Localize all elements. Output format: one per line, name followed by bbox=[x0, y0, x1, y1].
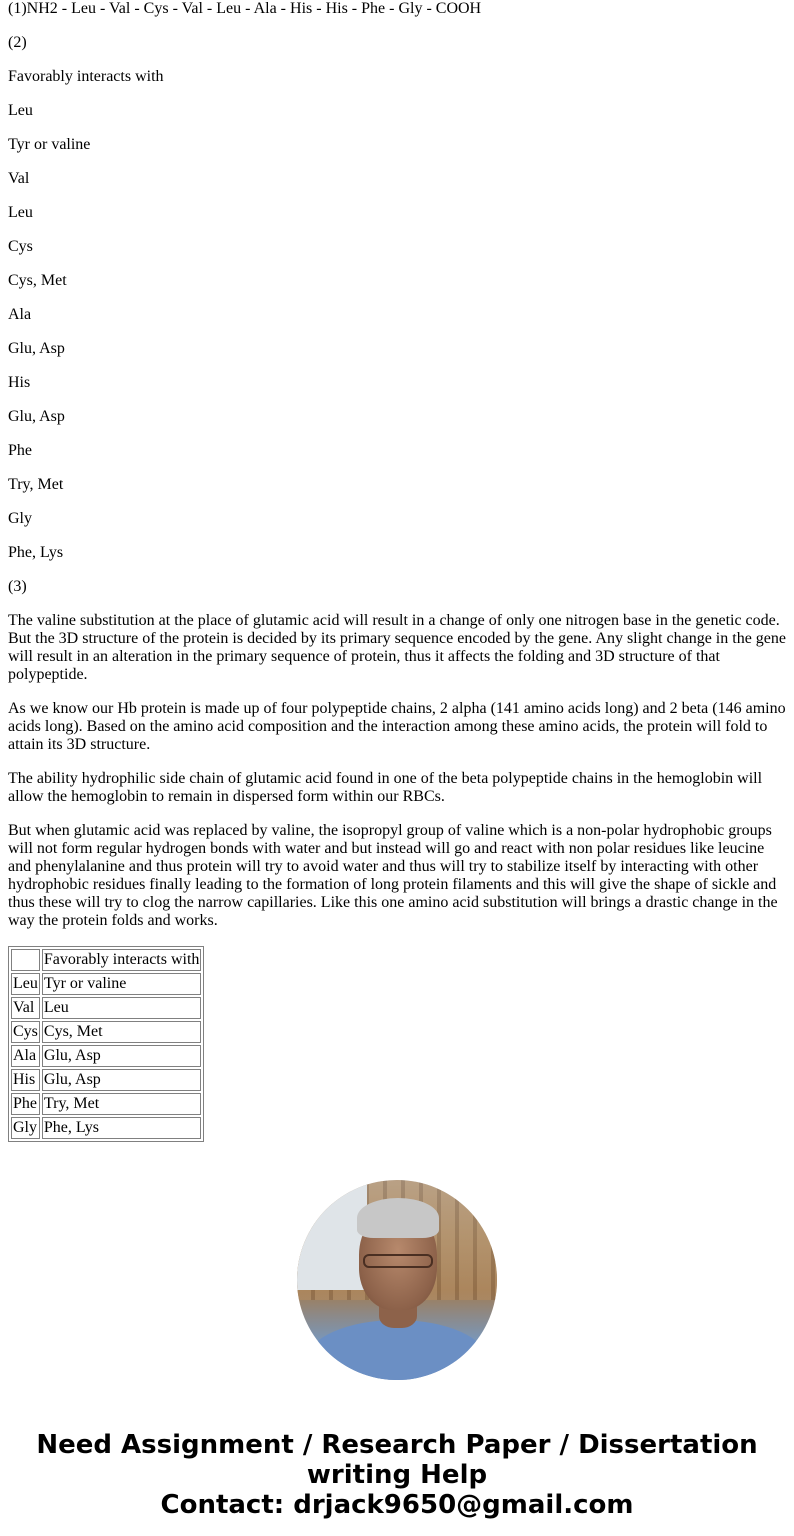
table-header-cell: Favorably interacts with bbox=[42, 949, 202, 971]
part2-line: Try, Met bbox=[8, 476, 64, 493]
interacts-with-cell: Leu bbox=[42, 997, 202, 1019]
interacts-with-cell: Try, Met bbox=[42, 1093, 202, 1115]
part2-list-header: Favorably interacts with bbox=[8, 68, 164, 85]
avatar-hair bbox=[357, 1198, 439, 1238]
amino-acid-cell: Phe bbox=[11, 1093, 40, 1115]
avatar-window-light bbox=[297, 1180, 367, 1290]
table-row bbox=[11, 1069, 201, 1091]
interacts-with-cell: Glu, Asp bbox=[42, 1045, 202, 1067]
promo-headline: Need Assignment / Research Paper / Dissertation writing Help bbox=[36, 1430, 758, 1490]
part2-line: Tyr or valine bbox=[8, 136, 91, 153]
part2-line: Leu bbox=[8, 204, 33, 221]
amino-acid-cell: Leu bbox=[11, 973, 40, 995]
part2-line: Ala bbox=[8, 306, 32, 323]
avatar-glasses-icon bbox=[363, 1254, 433, 1268]
table-header-row bbox=[11, 949, 201, 971]
part3-paragraph: As we know our Hb protein is made up of four polypeptide chains, 2 alpha (141 amino acids long) and 2 beta (146 amino acids long). Based on the amino acid composition and the interaction among these amino acids, the protein will fold to attain its 3D structure. bbox=[8, 700, 786, 753]
part2-line: Gly bbox=[8, 510, 32, 527]
table-row bbox=[11, 997, 201, 1019]
part2-line: Leu bbox=[8, 102, 33, 119]
table-row bbox=[11, 973, 201, 995]
interaction-table bbox=[8, 946, 204, 1142]
amino-acid-cell: Gly bbox=[11, 1117, 40, 1139]
table-row bbox=[11, 1045, 201, 1067]
part2-line: Glu, Asp bbox=[8, 340, 65, 357]
part2-line: Cys bbox=[8, 238, 33, 255]
part2-line: Cys, Met bbox=[8, 272, 67, 289]
amino-acid-cell: Val bbox=[11, 997, 40, 1019]
amino-acid-cell: Cys bbox=[11, 1021, 40, 1043]
author-avatar bbox=[297, 1180, 497, 1380]
part2-line: Phe bbox=[8, 442, 32, 459]
part2-line: Val bbox=[8, 170, 30, 187]
part2-line: Glu, Asp bbox=[8, 408, 65, 425]
table-row bbox=[11, 1117, 201, 1139]
table-row bbox=[11, 1021, 201, 1043]
part1-sequence: (1)NH2 - Leu - Val - Cys - Val - Leu - Ala - His - His - Phe - Gly - COOH bbox=[8, 0, 482, 17]
part3-paragraph: The valine substitution at the place of glutamic acid will result in a change of only one nitrogen base in the genetic code. But the 3D structure of the protein is decided by its primary sequence encoded by the gene. Any slight change in the gene will result in an alteration in the primary sequence of protein, thus it affects the folding and 3D structure of that polypeptide. bbox=[8, 612, 786, 683]
part2-line: His bbox=[8, 374, 31, 391]
part2-label: (2) bbox=[8, 34, 27, 51]
interacts-with-cell: Cys, Met bbox=[42, 1021, 202, 1043]
author-avatar-container bbox=[8, 1180, 786, 1380]
amino-acid-cell: His bbox=[11, 1069, 40, 1091]
promo-banner bbox=[8, 1430, 786, 1520]
part2-line: Phe, Lys bbox=[8, 544, 64, 561]
interacts-with-cell: Glu, Asp bbox=[42, 1069, 202, 1091]
interacts-with-cell: Tyr or valine bbox=[42, 973, 202, 995]
promo-contact: Contact: drjack9650@gmail.com bbox=[160, 1490, 634, 1520]
table-row bbox=[11, 1093, 201, 1115]
table-header-cell bbox=[11, 949, 40, 971]
part3-paragraph: The ability hydrophilic side chain of glutamic acid found in one of the beta polypeptide chains in the hemoglobin will allow the hemoglobin to remain in dispersed form within our RBCs. bbox=[8, 770, 763, 805]
avatar-shirt bbox=[307, 1320, 487, 1380]
part3-paragraph: But when glutamic acid was replaced by valine, the isopropyl group of valine which is a non-polar hydrophobic groups will not form regular hydrogen bonds with water and but instead will go and react with non polar residues like leucine and phenylalanine and thus protein will try to avoid water and thus will try to stabilize itself by interacting with other hydrophobic residues finally leading to the formation of long protein filaments and this will give the shape of sickle and thus these will try to clog the narrow capillaries. Like this one amino acid substitution will brings a drastic change in the way the protein folds and works. bbox=[8, 822, 778, 929]
part3-label: (3) bbox=[8, 578, 27, 595]
interacts-with-cell: Phe, Lys bbox=[42, 1117, 202, 1139]
amino-acid-cell: Ala bbox=[11, 1045, 40, 1067]
